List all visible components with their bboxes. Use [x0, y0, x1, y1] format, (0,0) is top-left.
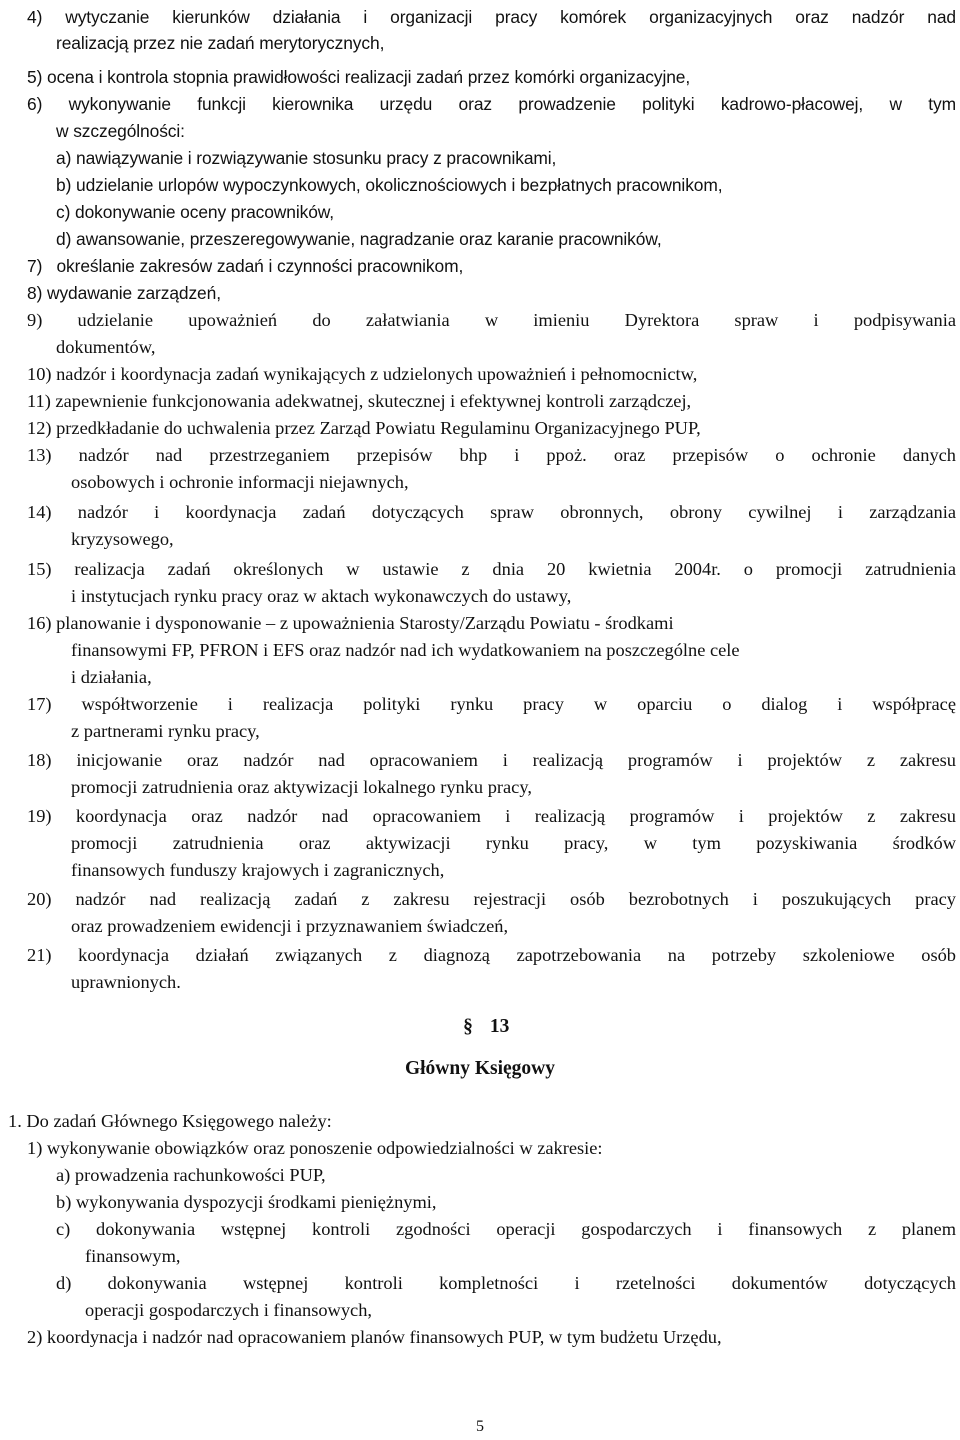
item-16-line-2: finansowymi FP, PFRON i EFS oraz nadzór nad ich wydatkowaniem na poszczególne cele — [71, 640, 740, 660]
item-11: 11) zapewnienie funkcjonowania adekwatnej, skutecznej i efektywnej kontroli zarządczej, — [27, 391, 692, 411]
item-18-line-1: 18) inicjowanie oraz nadzór nad opracowaniem i realizacją programów i projektów z zakresu — [27, 750, 956, 770]
item-13-line-1: 13) nadzór nad przestrzeganiem przepisów bhp i ppoż. oraz przepisów o ochronie danych — [27, 445, 956, 465]
gk-item-1d-line-2: operacji gospodarczych i finansowych, — [85, 1300, 372, 1320]
item-8: 8) wydawanie zarządzeń, — [27, 283, 221, 303]
gk-item-1d-line-1: d) dokonywania wstępnej kontroli kompletności i rzetelności dokumentów dotyczących — [56, 1273, 956, 1293]
item-19-line-3: finansowych funduszy krajowych i zagranicznych, — [71, 860, 445, 880]
item-4-line-1: 4) wytyczanie kierunków działania i organizacji pracy komórek organizacyjnych oraz nadzór nad — [27, 7, 956, 27]
item-9-line-1: 9) udzielanie upoważnień do załatwiania w imieniu Dyrektora spraw i podpisywania — [27, 310, 956, 330]
item-4-line-2: realizacją przez nie zadań merytorycznych, — [56, 33, 385, 53]
item-19-line-2: promocji zatrudnienia oraz aktywizacji rynku pracy, w tym pozyskiwania środków — [71, 833, 956, 853]
item-14-line-2: kryzysowego, — [71, 529, 174, 549]
item-5: 5) ocena i kontrola stopnia prawidłowości realizacji zadań przez komórki organizacyjne, — [27, 67, 691, 87]
item-15-line-2: i instytucjach rynku pracy oraz w aktach wykonawczych do ustawy, — [71, 586, 572, 606]
item-15-line-1: 15) realizacja zadań określonych w ustawie z dnia 20 kwietnia 2004r. o promocji zatrudnienia — [27, 559, 956, 579]
item-6a: a) nawiązywanie i rozwiązywanie stosunku pracy z pracownikami, — [56, 148, 557, 168]
gk-item-1c-line-2: finansowym, — [85, 1246, 181, 1266]
gk-item-2: 2) koordynacja i nadzór nad opracowaniem planów finansowych PUP, w tym budżetu Urzędu, — [27, 1327, 722, 1347]
item-19-line-1: 19) koordynacja oraz nadzór nad opracowaniem i realizacją programów i projektów z zakresu — [27, 806, 956, 826]
section-heading: Główny Księgowy — [404, 1058, 556, 1079]
item-9-line-2: dokumentów, — [56, 337, 156, 357]
item-17-line-1: 17) współtworzenie i realizacja polityki rynku pracy w oparciu o dialog i współpracę — [27, 694, 956, 714]
item-17-line-2: z partnerami rynku pracy, — [71, 721, 260, 741]
item-20-line-1: 20) nadzór nad realizacją zadań z zakresu rejestracji osób bezrobotnych i poszukujących pracy — [27, 889, 956, 909]
item-18-line-2: promocji zatrudnienia oraz aktywizacji lokalnego rynku pracy, — [71, 777, 532, 797]
item-16-line-3: i działania, — [71, 667, 152, 687]
item-16-line-1: 16) planowanie i dysponowanie – z upoważnienia Starosty/Zarządu Powiatu - środkami — [27, 613, 674, 633]
gk-intro: 1. Do zadań Głównego Księgowego należy: — [8, 1111, 332, 1131]
item-12: 12) przedkładanie do uchwalenia przez Zarząd Powiatu Regulaminu Organizacyjnego PUP, — [27, 418, 701, 438]
item-7: 7) określanie zakresów zadań i czynności pracownikom, — [27, 256, 464, 276]
item-6-line-1: 6) wykonywanie funkcji kierownika urzędu oraz prowadzenie polityki kadrowo-płacowej, w tym — [27, 94, 956, 114]
item-6c: c) dokonywanie oceny pracowników, — [56, 202, 334, 222]
page-number: 5 — [476, 1418, 484, 1435]
gk-item-1c-line-1: c) dokonywania wstępnej kontroli zgodności operacji gospodarczych i finansowych z planem — [56, 1219, 956, 1239]
item-21-line-1: 21) koordynacja działań związanych z diagnozą zapotrzebowania na potrzeby szkoleniowe osób — [27, 945, 956, 965]
item-21-line-2: uprawnionych. — [71, 972, 181, 992]
section-number-value: 13 — [489, 1016, 510, 1037]
item-10: 10) nadzór i koordynacja zadań wynikających z udzielonych upoważnień i pełnomocnictw, — [27, 364, 698, 384]
item-14-line-1: 14) nadzór i koordynacja zadań dotyczących spraw obronnych, obrony cywilnej i zarządzania — [27, 502, 956, 522]
item-20-line-2: oraz prowadzeniem ewidencji i przyznawaniem świadczeń, — [71, 916, 509, 936]
item-13-line-2: osobowych i ochronie informacji niejawnych, — [71, 472, 409, 492]
item-6-line-2: w szczególności: — [56, 121, 185, 141]
item-6b: b) udzielanie urlopów wypoczynkowych, okolicznościowych i bezpłatnych pracownikom, — [56, 175, 723, 195]
gk-item-1: 1) wykonywanie obowiązków oraz ponoszenie odpowiedzialności w zakresie: — [27, 1138, 603, 1158]
gk-item-1b: b) wykonywania dyspozycji środkami pieniężnymi, — [56, 1192, 437, 1212]
section-symbol: § — [463, 1016, 473, 1037]
item-6d: d) awansowanie, przeszeregowywanie, nagradzanie oraz karanie pracowników, — [56, 229, 662, 249]
gk-item-1a: a) prowadzenia rachunkowości PUP, — [56, 1165, 326, 1185]
section-number — [461, 1016, 509, 1038]
